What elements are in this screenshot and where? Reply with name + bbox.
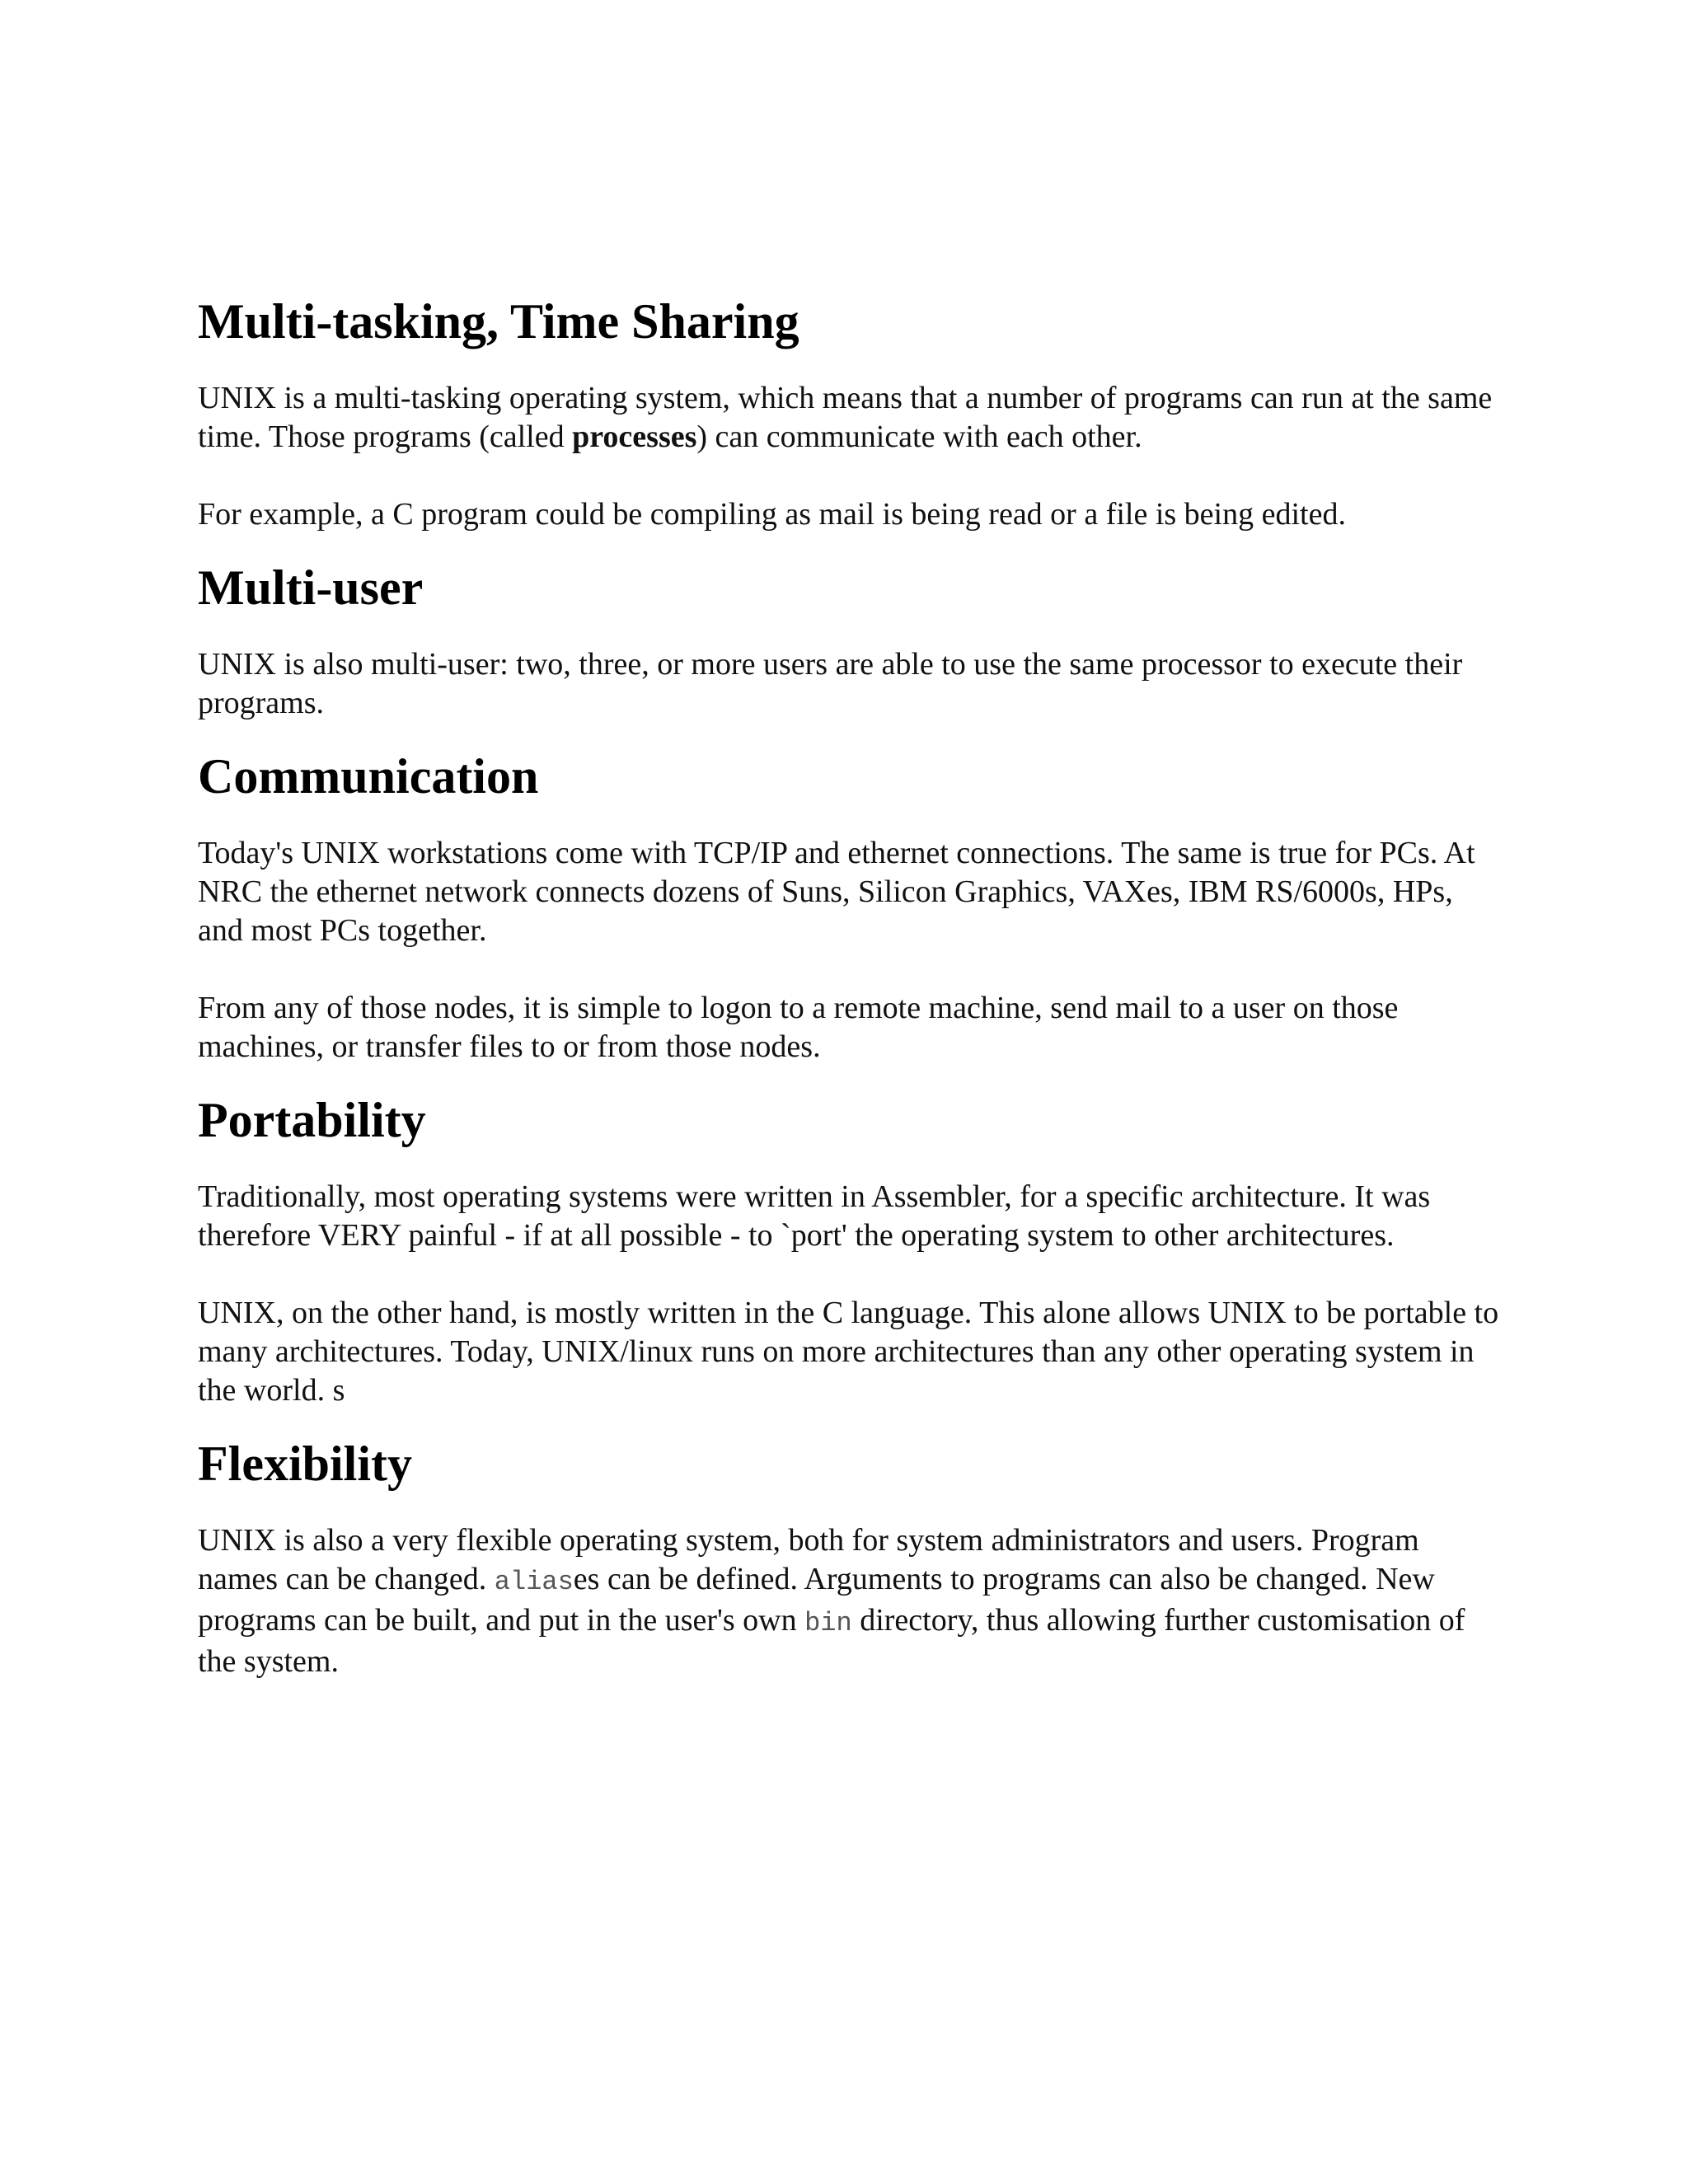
code-bin: bin (804, 1608, 852, 1638)
heading-communication: Communication (198, 749, 539, 804)
bold-term-processes: processes (572, 419, 697, 454)
paragraph-portability-2: UNIX, on the other hand, is mostly written in the C language. This alone allows UNIX to be portable to many architectures. Today, UNIX/linux runs on more architectures than any other operating system in the world. s (198, 1296, 1499, 1408)
paragraph-communication-2: From any of those nodes, it is simple to logon to a remote machine, send mail to a user on those machines, or transfer files to or from those nodes. (198, 991, 1399, 1064)
code-alias: alias (494, 1567, 574, 1597)
paragraph-multitasking-1: UNIX is a multi-tasking operating system, which means that a number of programs can run at the same time. Those programs (called processes) can communicate with each other. (198, 381, 1493, 454)
paragraph-communication-1: Today's UNIX workstations come with TCP/IP and ethernet connections. The same is true for PCs. At NRC the ethernet network connects dozens of Suns, Silicon Graphics, VAXes, IBM RS/6000s, HPs, and most PCs together. (198, 836, 1475, 948)
heading-portability: Portability (198, 1093, 426, 1147)
document-page (198, 293, 1500, 1720)
paragraph-portability-1: Traditionally, most operating systems were written in Assembler, for a specific architecture. It was therefore VERY painful - if at all possible - to `port' the operating system to other architectures. (198, 1179, 1431, 1253)
heading-flexibility: Flexibility (198, 1436, 412, 1491)
paragraph-multiuser-1: UNIX is also multi-user: two, three, or more users are able to use the same processor to execute their programs. (198, 647, 1463, 720)
paragraph-flexibility-1: UNIX is also a very flexible operating system, both for system administrators and users. Program names can be changed. aliases can be defined. Arguments to programs can also be changed. New programs can be built, and put in the user's own bin directory, thus allowing further customisation of the system. (198, 1523, 1465, 1679)
heading-multitasking: Multi-tasking, Time Sharing (198, 294, 799, 349)
heading-multiuser: Multi-user (198, 560, 424, 615)
paragraph-multitasking-2: For example, a C program could be compiling as mail is being read or a file is being edited. (198, 497, 1346, 532)
